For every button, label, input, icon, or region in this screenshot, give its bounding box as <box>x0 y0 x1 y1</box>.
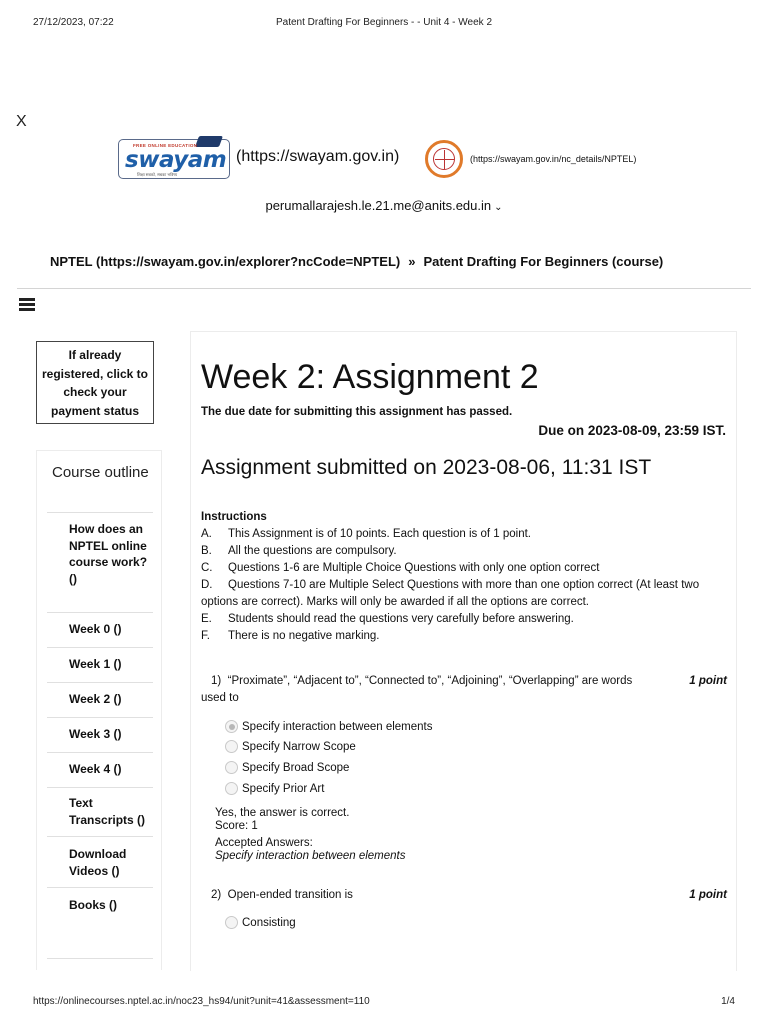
swayam-tagline-bottom: शिक्षा सबको, सबका भविष्य <box>137 172 178 177</box>
instruction-item: D. Questions 7-10 are Multiple Select Questions with more than one option correct (At least two options are correct). Marks will only be awarded if all the options are correct. <box>201 579 700 608</box>
instruction-item: F. There is no negative marking. <box>201 630 380 642</box>
option-label: Specify Narrow Scope <box>242 740 356 753</box>
swayam-link[interactable]: (https://swayam.gov.in) <box>236 148 400 165</box>
option-label: Consisting <box>242 916 296 929</box>
accepted-answers-label: Accepted Answers: <box>215 837 313 849</box>
radio-button[interactable] <box>225 761 238 774</box>
due-date: Due on 2023-08-09, 23:59 IST. <box>538 423 726 438</box>
print-url: https://onlinecourses.nptel.ac.in/noc23_hs94/unit?unit=41&assessment=110 <box>33 996 370 1007</box>
close-button[interactable]: X <box>16 113 27 130</box>
sidebar-item-text-transcripts[interactable]: Text Transcripts () <box>47 795 153 837</box>
print-page-title: Patent Drafting For Beginners - - Unit 4 - Week 2 <box>275 17 492 28</box>
user-menu[interactable] <box>0 198 768 213</box>
nptel-link[interactable]: (https://swayam.gov.in/nc_details/NPTEL) <box>470 154 637 164</box>
option-label: Specify Broad Scope <box>242 761 350 774</box>
sidebar-item-how-it-works[interactable]: How does an NPTEL online course work? () <box>47 521 153 613</box>
instruction-item: C. Questions 1-6 are Multiple Choice Questions with only one option correct <box>201 562 600 574</box>
question-2 <box>201 887 727 904</box>
instruction-item: A. This Assignment is of 10 points. Each question is of 1 point. <box>201 528 532 540</box>
option-label: Specify interaction between elements <box>242 720 433 733</box>
radio-button[interactable] <box>225 916 238 929</box>
graduation-cap-icon <box>195 136 223 147</box>
due-date-passed-notice: The due date for submitting this assignment has passed. <box>201 406 513 418</box>
radio-button[interactable] <box>225 740 238 753</box>
instructions-title: Instructions <box>201 511 267 523</box>
radio-button[interactable] <box>225 782 238 795</box>
question-points: 1 point <box>689 675 727 687</box>
sidebar-item-download-videos[interactable]: Download Videos () <box>47 846 153 888</box>
print-page-number: 1/4 <box>721 996 735 1007</box>
sidebar-item-week-1[interactable]: Week 1 () <box>47 656 153 683</box>
sidebar-item-week-3[interactable]: Week 3 () <box>47 726 153 753</box>
hamburger-menu-icon[interactable] <box>19 298 35 311</box>
header-divider <box>17 288 751 289</box>
print-footer <box>33 996 735 1007</box>
question-text: Open-ended transition is <box>227 889 353 901</box>
breadcrumb-nptel-link[interactable]: NPTEL (https://swayam.gov.in/explorer?ncCode=NPTEL) <box>50 254 401 269</box>
user-email: perumallarajesh.le.21.me@anits.edu.in <box>265 198 492 213</box>
swayam-wordmark: swayam <box>125 147 227 173</box>
question-1 <box>201 673 727 707</box>
instructions <box>201 509 736 645</box>
question-1-option-4[interactable] <box>225 782 324 795</box>
option-label: Specify Prior Art <box>242 782 325 795</box>
sidebar-item-week-4[interactable]: Week 4 () <box>47 761 153 788</box>
submission-status: Assignment submitted on 2023-08-06, 11:31 IST <box>201 456 652 479</box>
print-header <box>33 17 735 31</box>
question-1-option-3[interactable] <box>225 761 349 774</box>
radio-button-selected[interactable] <box>225 720 238 733</box>
payment-status-button[interactable]: If already registered, click to check your payment status <box>36 341 154 424</box>
feedback-correct: Yes, the answer is correct. <box>215 807 350 819</box>
instruction-item: B. All the questions are compulsory. <box>201 545 397 557</box>
breadcrumb-course-link[interactable]: Patent Drafting For Beginners (course) <box>423 254 664 269</box>
breadcrumb-separator: » <box>408 254 416 269</box>
sidebar-item-week-0[interactable]: Week 0 () <box>47 621 153 648</box>
nptel-logo[interactable] <box>425 140 463 178</box>
sidebar-item-week-2[interactable]: Week 2 () <box>47 691 153 718</box>
accepted-answer: Specify interaction between elements <box>215 850 406 862</box>
question-number: 1) <box>211 675 222 687</box>
question-1-feedback <box>215 807 406 863</box>
question-2-option-1[interactable] <box>225 916 296 929</box>
instruction-item: E. Students should read the questions very carefully before answering. <box>201 613 574 625</box>
question-text: “Proximate”, “Adjacent to”, “Connected to”, “Adjoining”, “Overlapping” are words used to <box>201 675 633 704</box>
question-1-option-1[interactable] <box>225 720 433 733</box>
swayam-logo[interactable] <box>118 139 230 179</box>
course-outline-title: Course outline <box>52 464 149 481</box>
outline-divider <box>47 512 153 513</box>
logo-row <box>118 136 678 182</box>
question-1-option-2[interactable] <box>225 740 356 753</box>
assignment-title: Week 2: Assignment 2 <box>201 358 539 396</box>
question-number: 2) <box>211 889 222 901</box>
course-outline-sidebar <box>36 450 162 970</box>
question-points: 1 point <box>689 889 727 901</box>
sidebar-item-books[interactable]: Books () <box>47 897 153 959</box>
chevron-down-icon: ⌄ <box>494 202 503 213</box>
breadcrumb <box>50 254 663 269</box>
swayam-tagline-top: FREE ONLINE EDUCATION <box>133 143 198 148</box>
print-datetime: 27/12/2023, 07:22 <box>33 17 114 28</box>
feedback-score: Score: 1 <box>215 820 258 832</box>
